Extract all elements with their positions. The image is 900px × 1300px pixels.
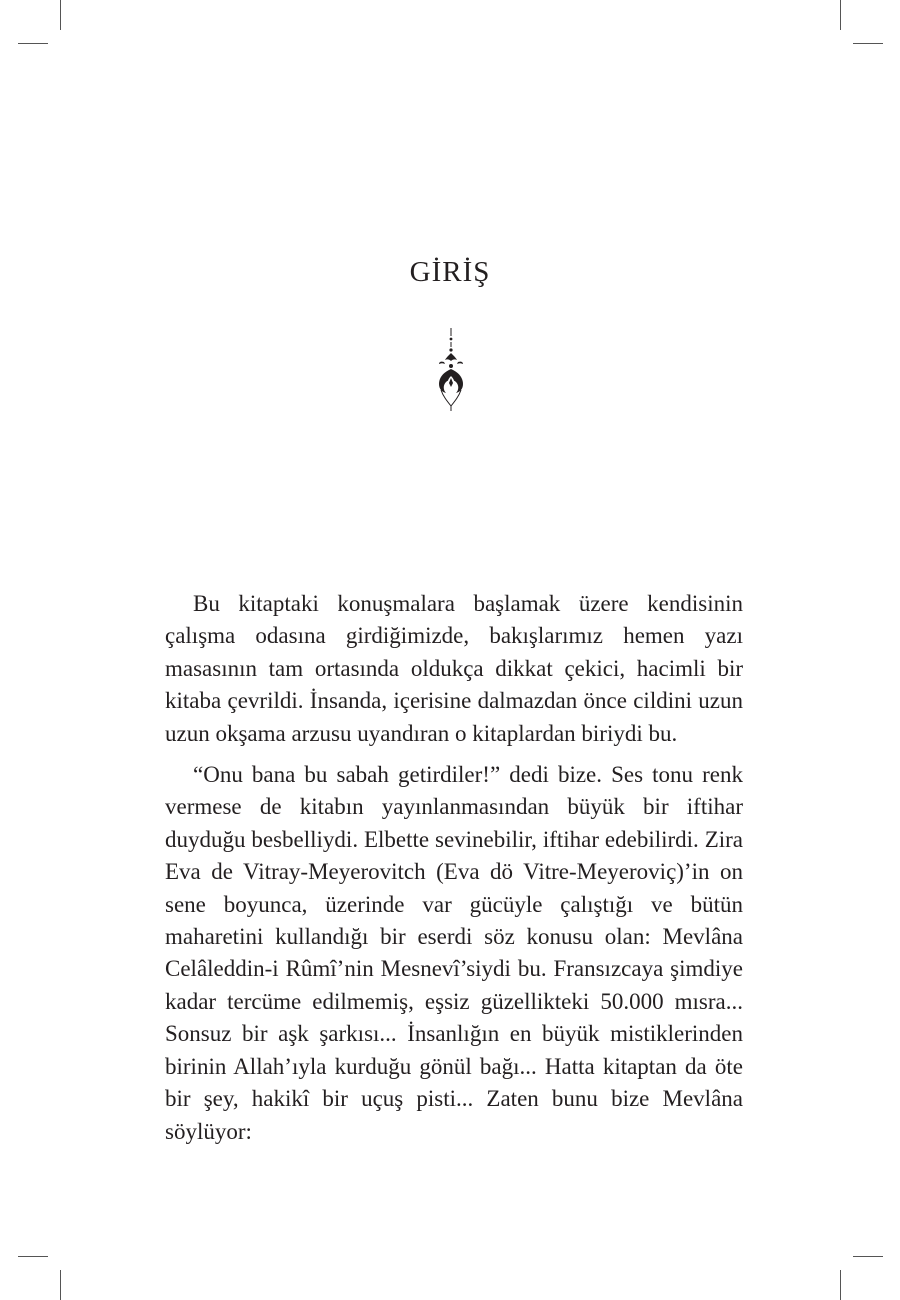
paragraph: “Onu bana bu sabah getirdiler!” dedi bize. Ses tonu renk vermese de kitabın yayınlanmasından büyük bir iftihar duyduğu besbelliydi. Elbette sevinebilir, iftihar edebilirdi. Zira Eva de Vitray-Meyerovitch (Eva dö Vitre-Meyeroviç)’in on sene boyunca, üzerinde var gücüyle çalıştığı ve bütün maharetini kullandığı bir eserdi söz konusu olan: Mevlâna Celâleddin-i Rûmî’nin Mesnevî’siydi bu. Fransızcaya şimdiye kadar tercüme edilmemiş, eşsiz güzellikteki 50.000 mısra... Sonsuz bir aşk şarkısı... İnsanlığın en büyük mistiklerinden birinin Allah’ıyla kurduğu gönül bağı... Hatta kitaptan da öte bir şey, hakikî bir uçuş pisti... Zaten bunu bize Mevlâna söylüyor: <box>165 762 743 1144</box>
crop-mark-bottom-left <box>18 1256 48 1257</box>
crop-mark-top-left <box>18 43 48 44</box>
crop-mark-top-right <box>840 0 841 30</box>
body-text <box>165 588 743 1157</box>
crop-mark-bottom-left <box>60 1270 61 1300</box>
crop-mark-bottom-right <box>853 1256 883 1257</box>
crop-mark-bottom-right <box>840 1270 841 1300</box>
floral-ornament-icon <box>430 326 472 412</box>
chapter-title: GİRİŞ <box>409 256 491 288</box>
crop-mark-top-right <box>853 43 883 44</box>
paragraph: Bu kitaptaki konuşmalara başlamak üzere kendisinin çalışma odasına girdiğimizde, bakışlarımız hemen yazı masasının tam ortasında oldukça dikkat çekici, hacimli bir kitaba çevrildi. İnsanda, içerisine dalmazdan önce cildini uzun uzun okşama arzusu uyandıran o kitaplardan biriydi bu. <box>165 591 743 746</box>
crop-mark-top-left <box>60 0 61 30</box>
